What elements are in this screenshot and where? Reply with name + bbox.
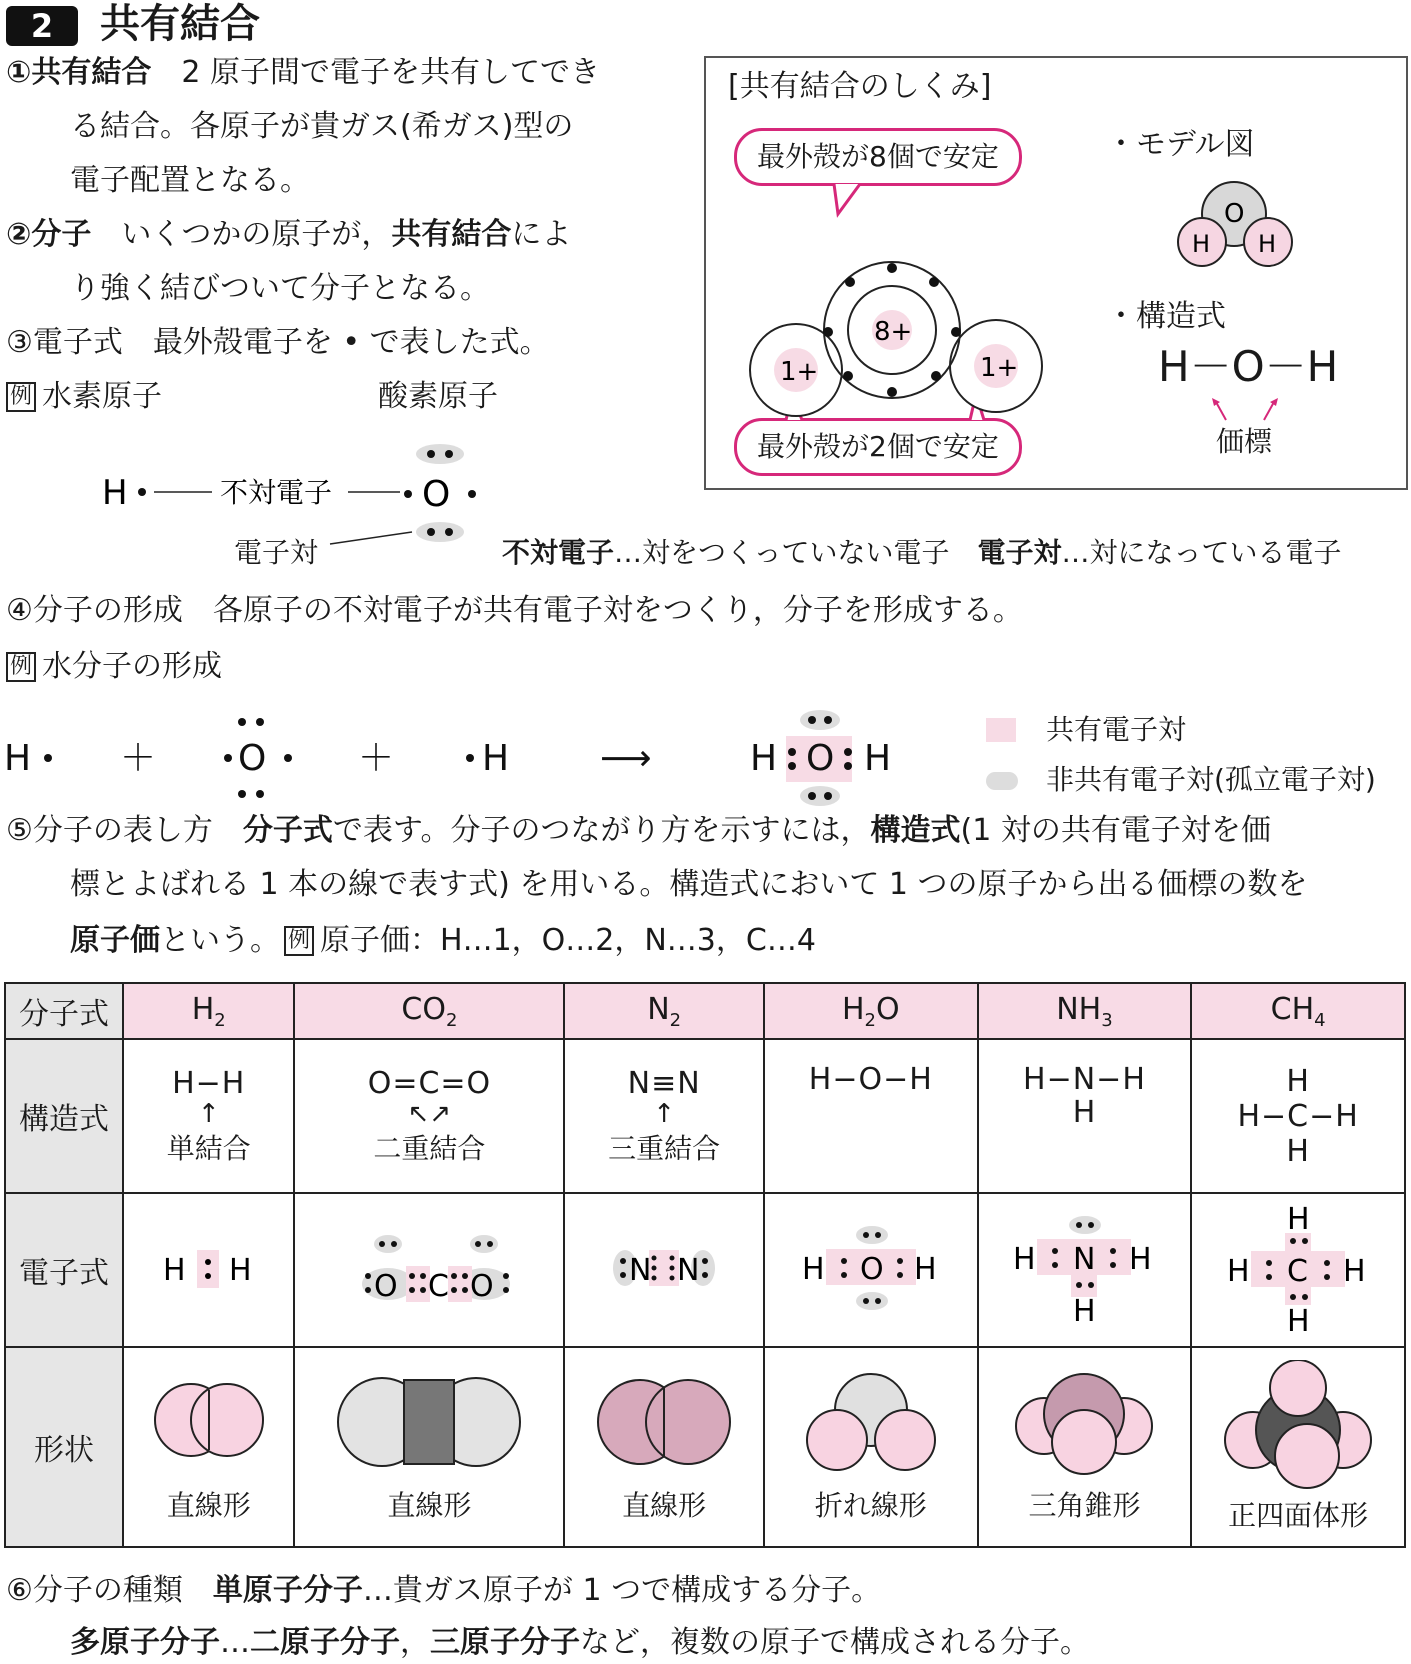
model-o: O [1224,199,1245,229]
rowhead-shape: 形状 [5,1347,123,1547]
item5-t4: 原子価：H…1，O…2，N…3，C…4 [320,923,816,958]
structure-cell: H H−C−H H [1191,1039,1405,1193]
struct-label: ・構造式 [1106,299,1226,334]
row-electron [5,1193,1405,1347]
item5-b1: 分子式 [242,813,333,848]
ex1-h-symbol: H [102,473,128,513]
def-pair-bold: 電子対 [977,536,1062,569]
example-badge-3: 例 [284,926,314,956]
row-formula [5,983,1405,1039]
rowhead-formula: 分子式 [5,983,123,1039]
item4-line: ④分子の形成 各原子の不対電子が共有電子対をつくり，分子を形成する。 [6,593,1023,628]
svg-text:C: C [428,1269,450,1304]
electron-cell-ch4 [1191,1193,1405,1347]
svg-text:H: H [162,1253,186,1288]
item2-head: ②分子 [6,217,92,252]
item5-t3: という。 [160,923,280,958]
ex2-label: 水分子の形成 [42,649,223,684]
mechanism-box [704,56,1408,490]
item6-t2: … [220,1625,250,1660]
row-shape [5,1347,1405,1547]
eq-h-right: H [482,738,510,779]
formula-cell: $N_2$ [564,983,764,1039]
item6-b3: 二原子分子 [250,1625,400,1660]
ex1-o-symbol: O [422,474,451,515]
svg-text:N: N [1073,1242,1096,1277]
model-h-right: H [1258,230,1277,258]
legend-shared-swatch [986,718,1016,742]
svg-text:H: H [1227,1254,1250,1289]
svg-text:H: H [1287,1304,1310,1333]
bohr-diagram [746,184,1046,454]
item6-line1 [6,1572,881,1610]
eq-h-left: H [4,738,32,779]
model-h-left: H [1192,230,1211,258]
item2-line1 [6,216,571,254]
structure-cell: N≡N ↑ 三重結合 [564,1039,764,1193]
formula-cell: $CO_2$ [294,983,564,1039]
svg-text:H: H [1129,1242,1153,1277]
svg-text:C: C [1287,1254,1309,1289]
legend-shared-label: 共有電子対 [1046,713,1187,746]
ex1-o-label: 酸素原子 [378,379,498,414]
item6-b4: 三原子分子 [430,1625,580,1660]
model-label: ・モデル図 [1106,127,1255,162]
eq-prod-h2: H [864,738,892,779]
svg-text:O: O [859,1252,884,1287]
callout-bottom: 最外殻が2個で安定 [734,418,1022,476]
water-model-figure [1176,178,1296,278]
ex2-line [6,648,222,686]
h-nucleus-right: 1+ [980,353,1019,383]
shape-cell-h2: 直線形 [123,1347,294,1547]
eq-plus-2: ＋ [358,738,395,779]
item5-b3: 原子価 [70,923,160,958]
electron-cell-h2o [764,1193,978,1347]
item6-line2 [70,1624,1090,1662]
item5-b2: 構造式 [870,813,961,848]
eq-arrow: ⟶ [600,738,652,779]
item1-line3: 電子配置となる。 [70,163,310,198]
structure-cell: O=C=O ↖↗ 二重結合 [294,1039,564,1193]
molecule-table [4,982,1406,1548]
section-number-badge: 2 [6,6,78,46]
item5-t2: (1 対の共有電子対を価 [960,813,1271,848]
svg-text:O: O [374,1269,399,1304]
electron-dot-example [90,440,490,550]
row-structure [5,1039,1405,1193]
section-title: 共有結合 [100,1,260,47]
structure-cell: H−N−H H [978,1039,1192,1193]
item5-line1 [6,812,1271,850]
struct-formula: H－O－H [1158,342,1339,391]
item6-b2: 多原子分子 [70,1625,220,1660]
water-formation-equation [0,706,960,806]
svg-text:O: O [470,1269,495,1304]
example-badge: 例 [6,382,36,412]
svg-text:H: H [1013,1242,1037,1277]
formula-cell: $H_2$ [123,983,294,1039]
ex1-unpaired-label: 不対電子 [220,476,333,509]
item6-head: ⑥分子の種類 [6,1573,183,1608]
shape-cell-nh3: 三角錐形 [978,1347,1192,1547]
rowhead-structure: 構造式 [5,1039,123,1193]
svg-text:H: H [228,1253,252,1288]
electron-cell-n2 [564,1193,764,1347]
definitions-line [502,536,1342,570]
eq-o: O [238,738,267,779]
def-pair-text: …対になっている電子 [1061,536,1342,569]
item2-line2: り強く結びついて分子となる。 [70,271,490,306]
o-nucleus: 8+ [874,317,913,347]
svg-text:H: H [1343,1254,1366,1289]
item5-t1: で表す。分子のつながり方を示すには， [332,813,871,848]
valence-arrows [1206,394,1306,424]
example-badge-2: 例 [6,652,36,682]
formula-cell: $CH_4$ [1191,983,1405,1039]
shape-cell-n2: 直線形 [564,1347,764,1547]
structure-cell: H−H ↑ 単結合 [123,1039,294,1193]
electron-cell-co2 [294,1193,564,1347]
item6-t3: ， [400,1625,430,1660]
eq-prod-o: O [806,738,835,779]
ex1-h-label: 水素原子 [42,379,163,414]
item3-line: ③電子式 最外殻電子を • で表した式。 [6,325,550,360]
item6-t1: …貴ガス原子が 1 つで構成する分子。 [362,1573,882,1608]
electron-cell-h2 [123,1193,294,1347]
valence-label: 価標 [1216,425,1273,458]
def-unpaired-bold: 不対電子 [502,536,615,569]
item2-text1a: いくつかの原子が， [121,217,392,252]
item5-line2: 標とよばれる 1 本の線で表す式) を用いる。構造式において 1 つの原子から出る価標の数を [70,867,1308,902]
eq-plus-1: ＋ [120,738,157,779]
structure-cell: H−O−H [764,1039,978,1193]
item6-b1: 単原子分子 [212,1573,363,1608]
ex1-pair-label: 電子対 [234,536,319,569]
box-title: [共有結合のしくみ] [728,69,992,104]
item2-bold: 共有結合 [391,217,512,252]
eq-prod-h1: H [750,738,778,779]
svg-text:H: H [1073,1294,1097,1323]
item1-text1: 2 原子間で電子を共有してでき [181,55,601,90]
def-unpaired-text: …対をつくっていない電子 [614,536,950,569]
svg-text:N: N [677,1253,700,1288]
svg-text:N: N [629,1253,652,1288]
item2-text1b: によ [511,217,572,252]
legend-lone-swatch [986,772,1018,790]
formula-cell: $NH_3$ [978,983,1192,1039]
item1-head: ①共有結合 [6,55,152,90]
legend-lone-label: 非共有電子対(孤立電子対) [1046,763,1376,796]
svg-text:H: H [1287,1203,1310,1237]
formula-cell: $H_2O$ [764,983,978,1039]
item5-head: ⑤分子の表し方 [6,813,213,848]
item6-t4: など，複数の原子で構成される分子。 [580,1625,1090,1660]
item1-line1 [6,54,600,92]
shape-cell-h2o: 折れ線形 [764,1347,978,1547]
svg-text:H: H [913,1252,937,1287]
shape-cell-co2: 直線形 [294,1347,564,1547]
callout-top: 最外殻が8個で安定 [734,128,1022,186]
electron-cell-nh3 [978,1193,1192,1347]
svg-text:H: H [801,1252,825,1287]
rowhead-electron: 電子式 [5,1193,123,1347]
item1-line2: る結合。各原子が貴ガス(希ガス)型の [70,109,574,144]
h-nucleus-left: 1+ [780,357,819,387]
shape-cell-ch4: 正四面体形 [1191,1347,1405,1547]
item5-line3 [70,922,816,960]
ex1-line [6,378,162,416]
